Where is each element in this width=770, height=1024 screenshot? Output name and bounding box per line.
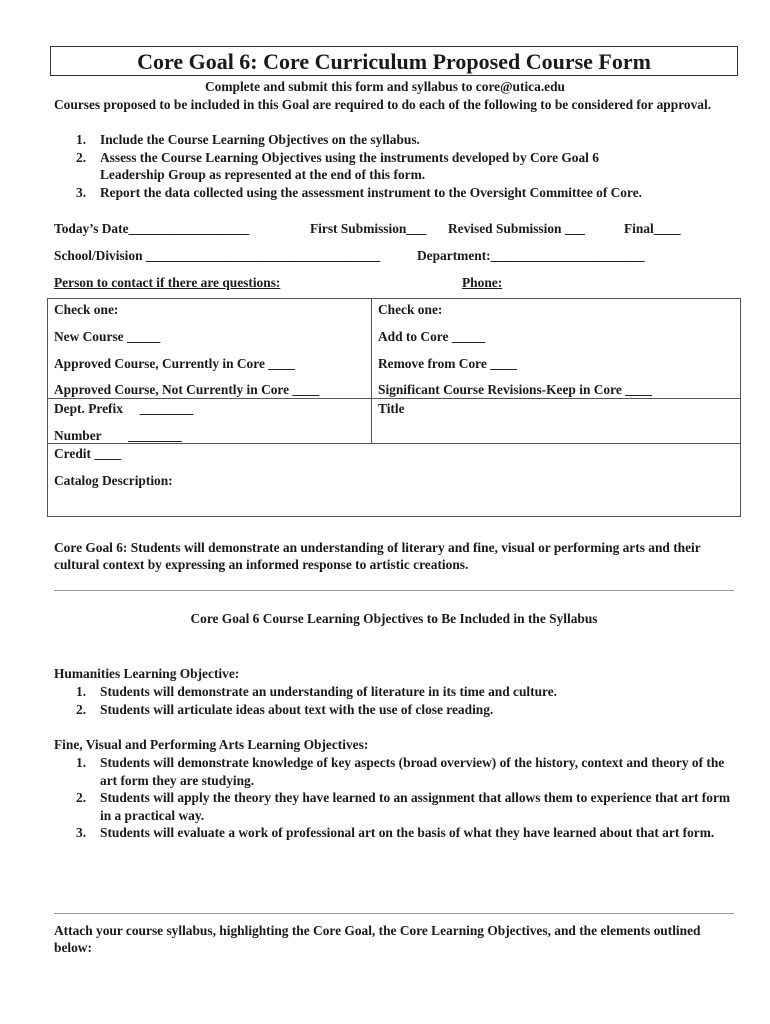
new-course-option[interactable]: New Course _____ [54, 329, 161, 344]
intro-text: Courses proposed to be included in this Goal are required to do each of the following to be considered for approval. [54, 97, 712, 112]
remove-from-core-option[interactable]: Remove from Core ____ [378, 356, 517, 371]
title-field[interactable]: Title [378, 401, 405, 416]
page-title: Core Goal 6: Core Curriculum Proposed Course Form [50, 46, 738, 76]
humanities-list [54, 683, 744, 718]
credit-field[interactable]: Credit ____ [54, 446, 122, 461]
catalog-description-field[interactable]: Catalog Description: [54, 473, 173, 488]
list-item: 2. Students will apply the theory they have learned to an assignment that allows them to experience that art form in a practical way. [76, 790, 731, 823]
list-item: 2. Students will articulate ideas about text with the use of close reading. [76, 701, 494, 717]
core-goal-statement: Core Goal 6: Students will demonstrate an understanding of literary and fine, visual or performing arts and their cultural context by expressing an informed response to artistic creations. [54, 540, 701, 572]
list-item: 1. Include the Course Learning Objectives on the syllabus. [76, 132, 420, 147]
final-field[interactable]: Final____ [624, 221, 681, 236]
section-divider [54, 913, 734, 914]
check-one-label: Check one: [378, 302, 443, 317]
dept-prefix-field[interactable]: Dept. Prefix ________ [54, 401, 194, 416]
revised-submission-field[interactable]: Revised Submission ___ [448, 221, 585, 236]
approved-not-in-core-option[interactable]: Approved Course, Not Currently in Core ____ [54, 382, 320, 397]
attach-instructions: Attach your course syllabus, highlighting the Core Goal, the Core Learning Objectives, and the elements outlined below: [54, 923, 701, 955]
subtitle: Complete and submit this form and syllabus to core@utica.edu [204, 79, 566, 94]
section-divider [54, 590, 734, 591]
requirements-list [54, 131, 744, 201]
humanities-heading: Humanities Learning Objective: [54, 666, 240, 681]
todays-date-field[interactable]: Today’s Date__________________ [54, 221, 250, 236]
list-item: 1. Students will demonstrate an understanding of literature in its time and culture. [76, 684, 558, 699]
significant-revisions-option[interactable]: Significant Course Revisions-Keep in Core ____ [378, 382, 652, 397]
contact-field[interactable]: Person to contact if there are questions: [54, 275, 281, 290]
objectives-heading: Core Goal 6 Course Learning Objectives to Be Included in the Syllabus [190, 611, 598, 626]
list-item: 1. Students will demonstrate knowledge of key aspects (broad overview) of the history, context and theory of the art form they are studying. [76, 755, 725, 788]
first-submission-field[interactable]: First Submission___ [310, 221, 427, 236]
fine-arts-list [54, 754, 744, 842]
list-item: 3. Students will evaluate a work of professional art on the basis of what they have learned about that art form. [76, 825, 715, 840]
table-divider [47, 398, 741, 399]
list-item: 3. Report the data collected using the assessment instrument to the Oversight Committee of Core. [76, 184, 642, 200]
department-field[interactable]: Department:_______________________ [417, 248, 645, 263]
fine-arts-heading: Fine, Visual and Performing Arts Learning Objectives: [54, 737, 369, 752]
table-divider [371, 298, 372, 444]
number-field[interactable]: Number ________ [54, 428, 182, 443]
approved-in-core-option[interactable]: Approved Course, Currently in Core ____ [54, 356, 296, 371]
add-to-core-option[interactable]: Add to Core _____ [378, 329, 486, 344]
school-division-field[interactable]: School/Division ___________________________________ [54, 248, 381, 263]
phone-field[interactable]: Phone: [462, 275, 503, 290]
list-item: 2. Assess the Course Learning Objectives using the instruments developed by Core Goal 6 Leadership Group as represented at the end of this form. [76, 149, 599, 182]
check-one-label: Check one: [54, 302, 119, 317]
